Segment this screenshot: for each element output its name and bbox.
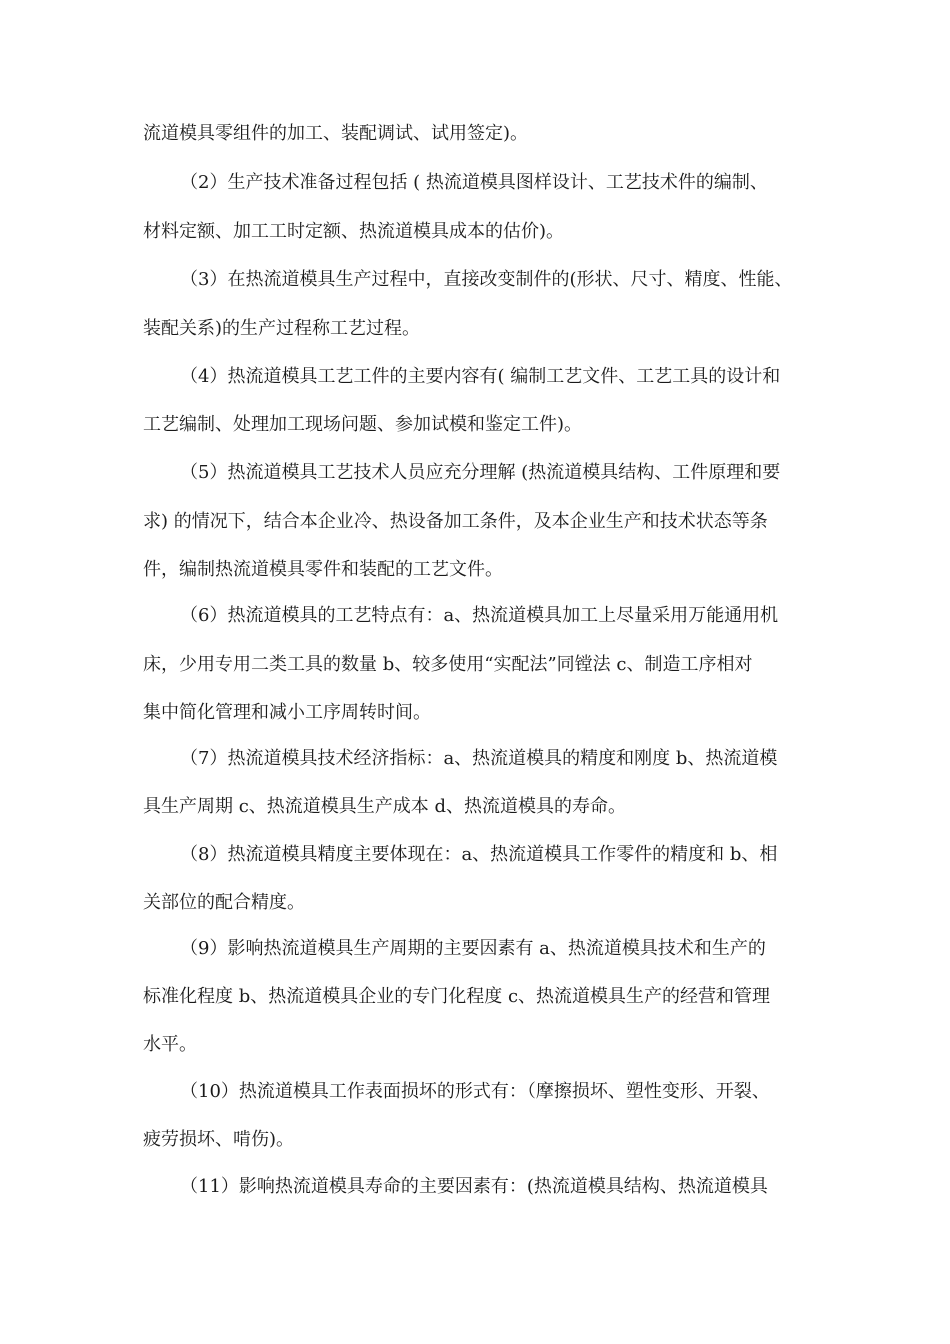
text-line: 关部位的配合精度。 [143,892,305,913]
text-line: 件，编制热流道模具零件和装配的工艺文件。 [143,559,503,580]
text-line: 装配关系)的生产过程称工艺过程。 [143,318,421,339]
text-line: （8）热流道模具精度主要体现在：a、热流道模具工作零件的精度和 b、相 [180,844,778,865]
text-line: （9）影响热流道模具生产周期的主要因素有 a、热流道模具技术和生产的 [180,938,766,959]
text-line: 疲劳损坏、啃伤)。 [143,1129,295,1150]
text-line: （7）热流道模具技术经济指标：a、热流道模具的精度和刚度 b、热流道模 [180,748,778,769]
text-line: 求) 的情况下，结合本企业冷、热设备加工条件，及本企业生产和技术状态等条 [143,511,768,532]
text-line: 具生产周期 c、热流道模具生产成本 d、热流道模具的寿命。 [143,796,627,817]
text-line: 工艺编制、处理加工现场问题、参加试模和鉴定工件)。 [143,414,583,435]
text-line: （3）在热流道模具生产过程中，直接改变制件的(形状、尺寸、精度、性能、 [180,269,793,290]
text-line: （2）生产技术准备过程包括 ( 热流道模具图样设计、工艺技术件的编制、 [180,172,768,193]
text-line: 床，少用专用二类工具的数量 b、较多使用“实配法”同镗法 c、制造工序相对 [143,654,753,675]
text-line: 集中简化管理和减小工序周转时间。 [143,702,431,723]
text-line: （5）热流道模具工艺技术人员应充分理解 (热流道模具结构、工件原理和要 [180,462,781,483]
text-line: 流道模具零组件的加工、装配调试、试用签定)。 [143,123,529,144]
text-line: 水平。 [143,1034,197,1055]
text-line: （6）热流道模具的工艺特点有：a、热流道模具加工上尽量采用万能通用机 [180,605,779,626]
text-line: 材料定额、加工工时定额、热流道模具成本的估价)。 [143,221,565,242]
text-line: （10）热流道模具工作表面损坏的形式有：（摩擦损坏、塑性变形、开裂、 [180,1081,770,1102]
text-line: （11）影响热流道模具寿命的主要因素有：(热流道模具结构、热流道模具 [180,1176,768,1197]
text-line: 标准化程度 b、热流道模具企业的专门化程度 c、热流道模具生产的经营和管理 [143,986,771,1007]
text-line: （4）热流道模具工艺工件的主要内容有( 编制工艺文件、工艺工具的设计和 [180,366,781,387]
